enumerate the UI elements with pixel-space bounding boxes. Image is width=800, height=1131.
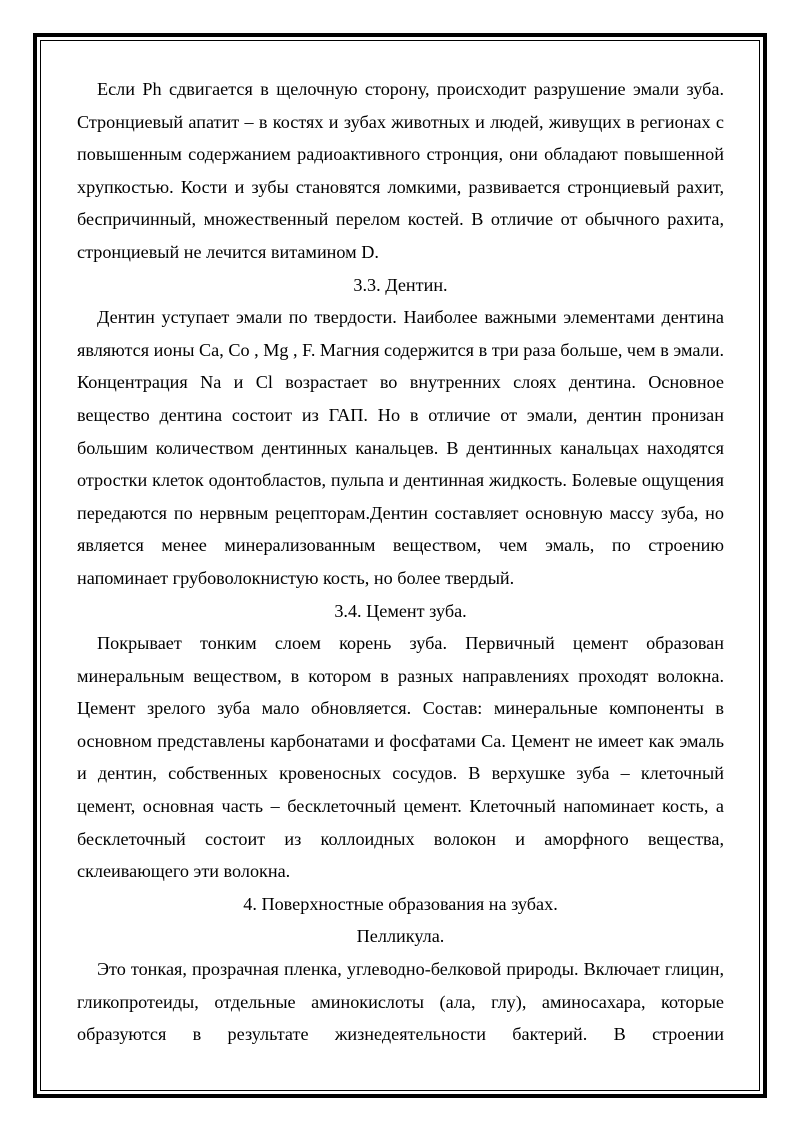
paragraph-dentin: Дентин уступает эмали по твердости. Наиболее важными элементами дентина являются ионы Са, Со , Mg , F. Магния содержится в три раза больше, чем в эмали. Концентрация Na и Cl возрастает во внутренних слоях дентина. Основное вещество дентина состоит из ГАП. Но в отличие от эмали, дентин пронизан большим количеством дентинных канальцев. В дентинных канальцах находятся отростки клеток одонтобластов, пульпа и дентинная жидкость. Болевые ощущения передаются по нервным рецепторам.Дентин составляет основную массу зуба, но является менее минерализованным веществом, чем эмаль, по строению напоминает грубоволокнистую кость, но более твердый. bbox=[77, 307, 724, 588]
paragraph-enamel-ph: Если Ph сдвигается в щелочную сторону, происходит разрушение эмали зуба. Стронциевый апатит – в костях и зубах животных и людей, живущих в регионах с повышенным содержанием радиоактивного стронция, они обладают повышенной хрупкостью. Кости и зубы становятся ломкими, развивается стронциевый рахит, беспричинный, множественный перелом костей. В отличие от обычного рахита, стронциевый не лечится витамином D. bbox=[77, 79, 724, 262]
heading-cement: 3.4. Цемент зуба. bbox=[334, 600, 467, 621]
paragraph-cement: Покрывает тонким слоем корень зуба. Первичный цемент образован минеральным веществом, в котором в разных направлениях проходят волокна. Цемент зрелого зуба мало обновляется. Состав: минеральные компоненты в основном представлены карбонатами и фосфатами Са. Цемент не имеет как эмаль и дентин, собственных кровеносных сосудов. В верхушке зуба – клеточный цемент, основная часть – бесклеточный цемент. Клеточный напоминает кость, а бесклеточный состоит из коллоидных волокон и аморфного вещества, склеивающего эти волокна. bbox=[77, 633, 724, 882]
heading-surface-formations: 4. Поверхностные образования на зубах. bbox=[243, 893, 558, 914]
heading-dentin: 3.3. Дентин. bbox=[353, 274, 448, 295]
paragraph-pellicle: Это тонкая, прозрачная пленка, углеводно-белковой природы. Включает глицин, гликопротеиды, отдельные аминокислоты (ала, глу), аминосахара, которые образуются в результате жизнедеятельности бактерий. В строении bbox=[77, 959, 724, 1045]
heading-pellicle: Пелликула. bbox=[356, 926, 445, 947]
document-body bbox=[77, 73, 724, 1051]
